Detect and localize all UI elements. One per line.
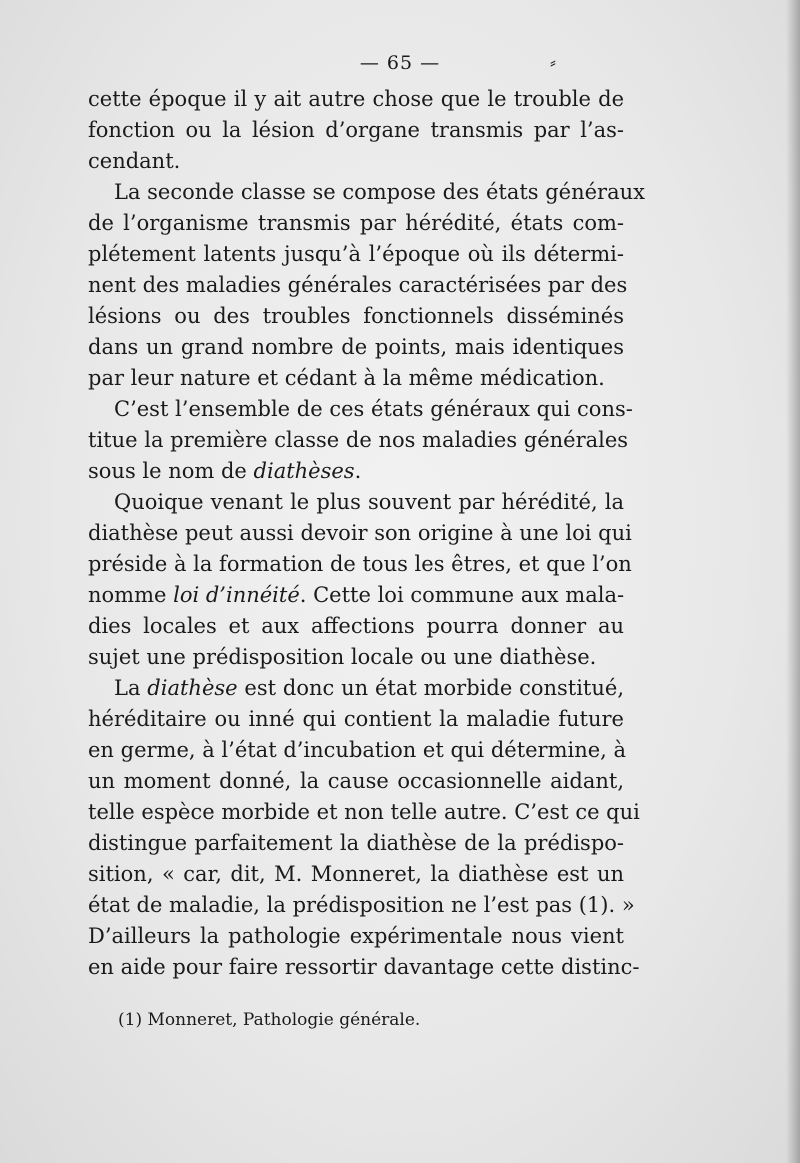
text-segment: dies locales et aux affections pourra donner au <box>88 614 624 638</box>
italic-term: diathèses <box>253 459 355 483</box>
text-line <box>88 952 640 983</box>
text-line <box>88 921 624 952</box>
text-line <box>88 208 624 239</box>
text-segment: un moment donné, la cause occasionnelle aidant, <box>88 769 624 793</box>
text-line <box>88 363 624 394</box>
text-line <box>88 735 627 766</box>
page-edge-shadow <box>786 0 800 1163</box>
text-segment: cendant. <box>88 149 181 173</box>
text-line <box>88 115 624 146</box>
text-line <box>88 890 635 921</box>
text-line <box>88 580 624 611</box>
text-segment: héréditaire ou inné qui contient la maladie future <box>88 707 624 731</box>
text-line <box>88 859 624 890</box>
text-segment: nomme <box>88 583 174 607</box>
text-segment: diathèse peut aussi devoir son origine à une loi qui <box>88 521 632 545</box>
text-segment: telle espèce morbide et non telle autre. C’est ce qui <box>88 800 640 824</box>
text-line <box>88 642 624 673</box>
text-segment: plétement latents jusqu’à l’époque où ils détermi- <box>88 242 624 266</box>
page-number: — 65 — <box>359 52 441 74</box>
text-line <box>88 146 624 177</box>
text-segment: cette époque il y ait autre chose que le trouble de <box>88 87 624 111</box>
text-segment: titue la première classe de nos maladies générales <box>88 428 629 452</box>
text-segment: préside à la formation de tous les êtres, et que l’on <box>88 552 632 576</box>
text-line <box>88 549 632 580</box>
text-segment: par leur nature et cédant à la même médication. <box>88 366 605 390</box>
text-line <box>88 456 624 487</box>
text-line <box>88 332 624 363</box>
text-segment: dans un grand nombre de points, mais identiques <box>88 335 624 359</box>
text-segment: nent des maladies générales caractérisées par des <box>88 273 628 297</box>
italic-term: loi d’innéité <box>173 583 300 607</box>
body-text <box>88 84 645 983</box>
text-line <box>88 177 645 208</box>
text-line <box>88 611 624 642</box>
text-line <box>88 301 624 332</box>
text-line <box>88 394 633 425</box>
text-line <box>88 797 640 828</box>
text-segment: sous le nom de <box>88 459 254 483</box>
text-segment: sujet une prédisposition locale ou une diathèse. <box>88 645 597 669</box>
text-segment: La <box>114 676 148 700</box>
text-segment: est donc un état morbide constitué, <box>237 676 624 700</box>
text-segment: lésions ou des troubles fonctionnels disséminés <box>88 304 624 328</box>
text-segment: . <box>354 459 362 483</box>
text-line <box>88 766 624 797</box>
text-segment: fonction ou la lésion d’organe transmis par l’as- <box>88 118 624 142</box>
text-line <box>88 239 624 270</box>
corner-mark: ⸗ <box>550 52 556 73</box>
text-segment: . Cette loi commune aux mala- <box>299 583 625 607</box>
text-segment: distingue parfaitement la diathèse de la prédispo- <box>88 831 624 855</box>
text-segment: en germe, à l’état d’incubation et qui détermine, à <box>88 738 627 762</box>
text-line <box>88 704 624 735</box>
text-line <box>88 425 629 456</box>
italic-term: diathèse <box>147 676 238 700</box>
text-segment: La seconde classe se compose des états généraux <box>114 180 645 204</box>
text-line <box>88 270 628 301</box>
text-segment: sition, « car, dit, M. Monneret, la diathèse est un <box>88 862 624 886</box>
text-line <box>88 673 624 704</box>
text-line <box>88 518 632 549</box>
text-line <box>88 828 624 859</box>
text-segment: C’est l’ensemble de ces états généraux qui cons- <box>114 397 633 421</box>
text-segment: état de maladie, la prédisposition ne l’est pas (1). » <box>88 893 635 917</box>
footnote: (1) Monneret, Pathologie générale. <box>118 1010 421 1030</box>
text-segment: en aide pour faire ressortir davantage cette distinc- <box>88 955 640 979</box>
text-line <box>88 487 624 518</box>
text-line <box>88 84 624 115</box>
text-segment: de l’organisme transmis par hérédité, états com- <box>88 211 624 235</box>
text-segment: D’ailleurs la pathologie expérimentale nous vient <box>88 924 624 948</box>
text-segment: Quoique venant le plus souvent par hérédité, la <box>114 490 624 514</box>
